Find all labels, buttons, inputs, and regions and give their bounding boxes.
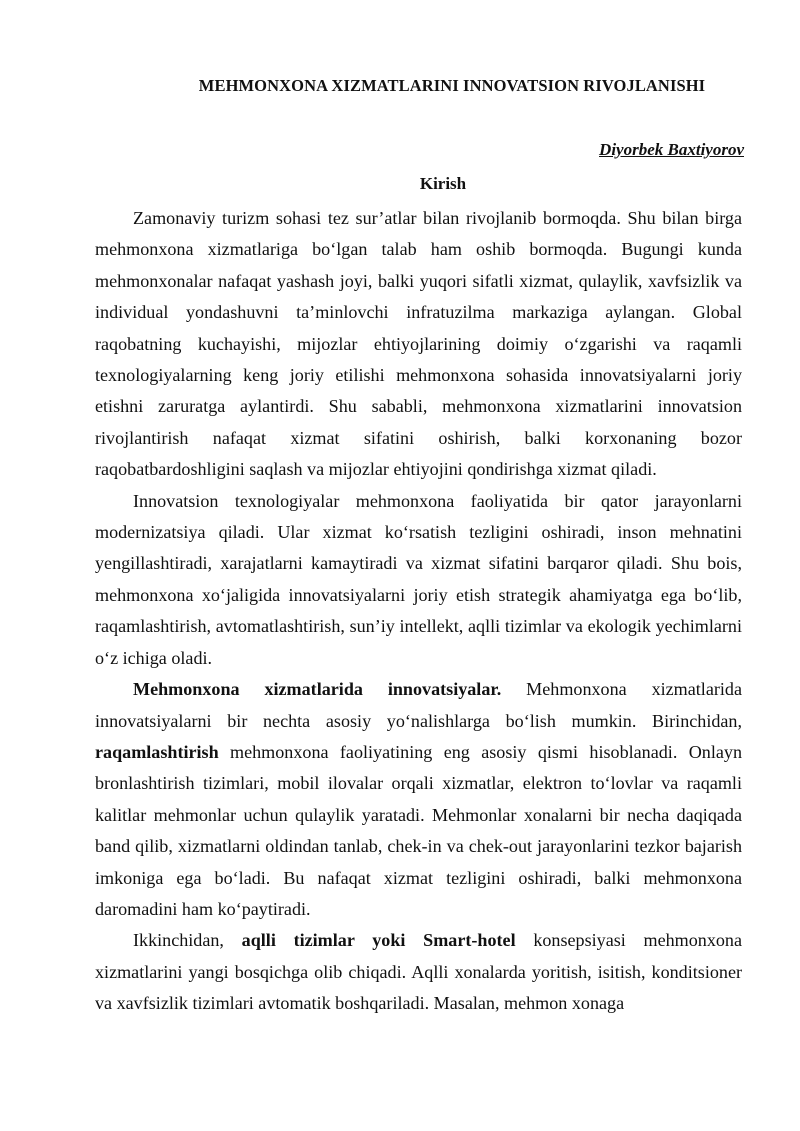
paragraph-bold-term: aqlli tizimlar yoki Smart-hotel — [241, 930, 516, 951]
paragraph-text: konsepsiyasi mehmonxona xizmatlarini yangi bosqichga olib chiqadi. Aqlli xonalarda yoritish, isitish, konditsioner va xavfsizlik tizimlari avtomatik boshqariladi. Masalan, mehmon xonaga — [95, 930, 742, 1014]
paragraph-smart-hotel — [95, 925, 742, 1019]
paragraph-text: mehmonxona faoliyatining eng asosiy qismi hisoblanadi. Onlayn bronlashtirish tizimlari, mobil ilovalar orqali xizmatlar, elektron to‘lovlar va raqamli kalitlar mehmonlar uchun qulaylik yaratadi. Mehmonlar xonalarni bir necha daqiqada band qilib, xizmatlarni oldindan tanlab, chek-in va chek-out jarayonlarini tezkor bajarish imkoniga ega bo‘ladi. Bu nafaqat xizmat tezligini oshiradi, balki mehmonxona daromadini ham ko‘paytiradi. — [95, 741, 742, 919]
paragraph-intro: Zamonaviy turizm sohasi tez sur’atlar bilan rivojlanib bormoqda. Shu bilan birga mehmonxona xizmatlariga bo‘lgan talab ham oshib bormoqda. Bugungi kunda mehmonxonalar nafaqat yashash joyi, balki yuqori sifatli xizmat, qulaylik, xavfsizlik va individual yondashuvni ta’minlovchi infratuzilma markaziga aylangan. Global raqobatning kuchayishi, mijozlar ehtiyojlarining doimiy o‘zgarishi va raqamli texnologiyalarning keng joriy etilishi mehmonxona sohasida innovatsiyalarni joriy etishni zaruratga aylantirdi. Shu sababli, mehmonxona xizmatlarini innovatsion rivojlantirish nafaqat xizmat sifatini oshirish, balki korxonaning bozor raqobatbardoshligini saqlash va mijozlar ehtiyojini qondirishga xizmat qiladi. — [95, 208, 742, 480]
paragraph-text: Ikkinchidan, — [133, 930, 242, 951]
paragraph-hotel-innovations — [95, 674, 742, 925]
author-name: Diyorbek Baxtiyorov — [599, 140, 744, 159]
document-body — [95, 203, 742, 1020]
paragraph-bold-term: raqamlashtirish — [95, 741, 219, 762]
document-title: MEHMONXONA XIZMATLARINI INNOVATSION RIVOJLANISHI — [198, 76, 706, 95]
paragraph-bold-lead: Mehmonxona xizmatlarida innovatsiyalar. — [133, 679, 502, 700]
section-heading: Kirish — [419, 174, 467, 193]
paragraph-innovation-tech: Innovatsion texnologiyalar mehmonxona faoliyatida bir qator jarayonlarni modernizatsiya qiladi. Ular xizmat ko‘rsatish tezligini oshiradi, inson mehnatini yengillashtiradi, xarajatlarni kamaytiradi va xizmat sifatini barqaror qiladi. Shu bois, mehmonxona xo‘jaligida innovatsiyalarni joriy etish strategik ahamiyatga ega bo‘lib, raqamlashtirish, avtomatlashtirish, sun’iy intellekt, aqlli tizimlar va ekologik yechimlarni o‘z ichiga oladi. — [95, 490, 742, 668]
paragraph-text: Mehmonxona xizmatlarida innovatsiyalarni bir nechta asosiy yo‘nalishlarga bo‘lish mumkin. Birinchidan, — [95, 679, 742, 731]
